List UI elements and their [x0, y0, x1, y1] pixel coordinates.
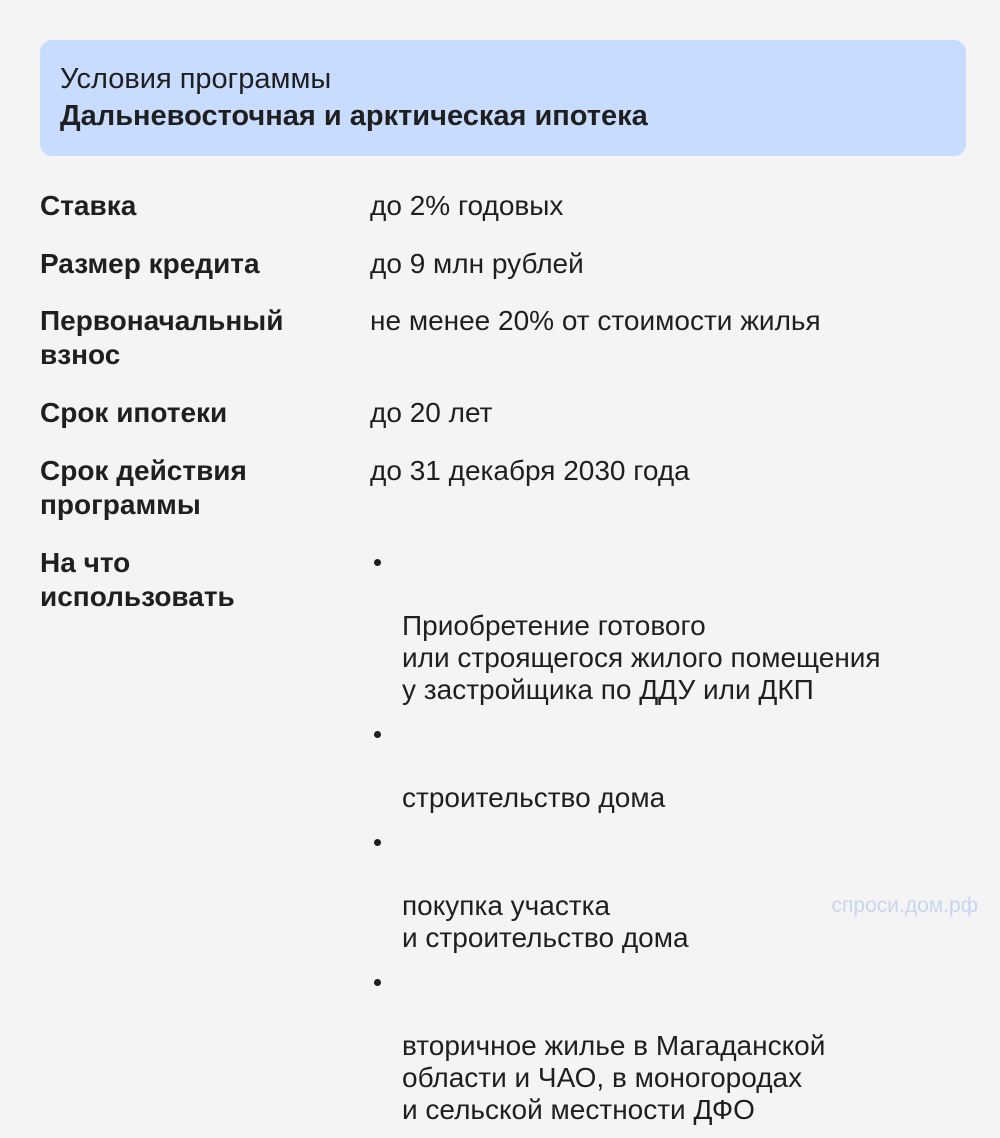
bullet-icon	[374, 979, 381, 986]
row-label: На что использовать	[40, 547, 235, 612]
list-item	[370, 546, 970, 706]
list-item-text: вторичное жилье в Магаданской области и ЧАО, в моногородах и сельской местности ДФО	[402, 1030, 826, 1125]
list-item-text: Приобретение готового или строящегося жилого помещения у застройщика по ДДУ или ДКП	[402, 610, 881, 705]
header-title: Дальневосточная и арктическая ипотека	[60, 100, 648, 132]
list-item	[370, 966, 970, 1126]
list-item	[370, 826, 970, 954]
bullet-icon	[374, 731, 381, 738]
bullet-icon	[374, 839, 381, 846]
row-label: Срок ипотеки	[40, 397, 228, 428]
row-value: до 2% годовых	[370, 190, 564, 221]
list-item-text: строительство дома	[402, 782, 666, 813]
row-label: Срок действия программы	[40, 455, 247, 520]
usage-list	[370, 546, 970, 1138]
row-value: до 20 лет	[370, 397, 493, 428]
row-value: не менее 20% от стоимости жилья	[370, 305, 821, 336]
row-label: Размер кредита	[40, 248, 260, 279]
list-item-text: покупка участка и строительство дома	[402, 890, 689, 953]
row-label: Ставка	[40, 190, 137, 221]
row-value: до 31 декабря 2030 года	[370, 455, 690, 486]
row-value: до 9 млн рублей	[370, 248, 584, 279]
list-item	[370, 718, 970, 814]
row-label: Первоначальный взнос	[40, 305, 284, 370]
header-subtitle: Условия программы	[60, 63, 332, 95]
watermark: спроси.дом.рф	[831, 894, 978, 917]
bullet-icon	[374, 559, 381, 566]
header-box	[40, 40, 966, 156]
